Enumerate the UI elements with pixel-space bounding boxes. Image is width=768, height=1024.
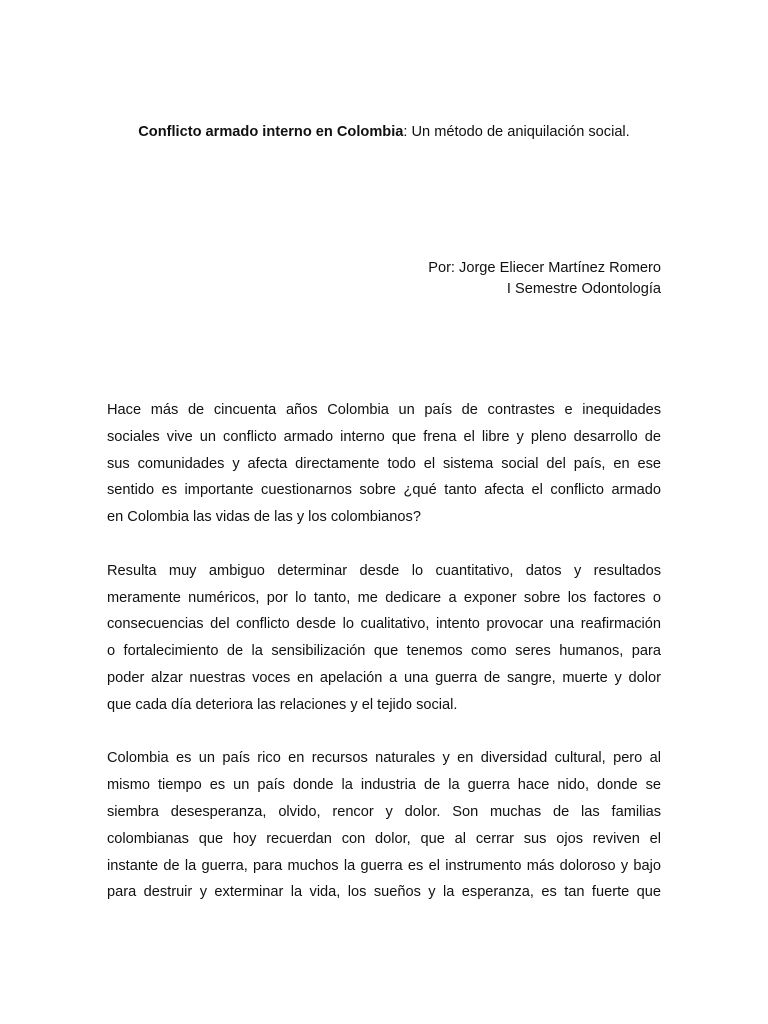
text-line: sus comunidades y afecta directamente todo el sistema social del país, en ese (107, 455, 661, 472)
text-line: poder alzar nuestras voces en apelación a una guerra de sangre, muerte y dolor (107, 669, 661, 686)
text-line: para destruir y exterminar la vida, los sueños y la esperanza, es tan fuerte que (107, 884, 661, 901)
text-line: siembra desesperanza, olvido, rencor y dolor. Son muchas de las familias (107, 803, 661, 820)
paragraph (107, 558, 661, 719)
document-title (0, 122, 768, 142)
text-line: Resulta muy ambiguo determinar desde lo cuantitativo, datos y resultados (107, 562, 661, 579)
text-line: sentido es importante cuestionarnos sobre ¿qué tanto afecta el conflicto armado (107, 482, 661, 499)
text-line: o fortalecimiento de la sensibilización que tenemos como seres humanos, para (107, 643, 661, 660)
text-line: que cada día deteriora las relaciones y el tejido social. (107, 696, 458, 713)
title-bold-part: Conflicto armado interno en Colombia (138, 124, 404, 140)
text-line: mismo tiempo es un país donde la industria de la guerra hace nido, donde se (107, 777, 661, 794)
author-line: Por: Jorge Eliecer Martínez Romero (428, 260, 661, 276)
title-subtitle-part: : Un método de aniquilación social. (403, 124, 630, 140)
text-line: Colombia es un país rico en recursos naturales y en diversidad cultural, pero al (107, 750, 661, 767)
paragraph (107, 397, 661, 531)
document-body (107, 397, 661, 933)
text-line: meramente numéricos, por lo tanto, me dedicare a exponer sobre los factores o (107, 589, 661, 606)
text-line: en Colombia las vidas de las y los colombianos? (107, 509, 421, 526)
text-line: colombianas que hoy recuerdan con dolor, que al cerrar sus ojos reviven el (107, 830, 661, 847)
byline (428, 258, 661, 300)
text-line: Hace más de cincuenta años Colombia un país de contrastes e inequidades (107, 402, 661, 418)
text-line: sociales vive un conflicto armado interno que frena el libre y pleno desarrollo de (107, 428, 661, 445)
text-line: consecuencias del conflicto desde lo cualitativo, intento provocar una reafirmación (107, 616, 661, 633)
text-line: instante de la guerra, para muchos la guerra es el instrumento más doloroso y bajo (107, 857, 661, 874)
program-line: I Semestre Odontología (506, 281, 661, 297)
paragraph (107, 745, 661, 906)
